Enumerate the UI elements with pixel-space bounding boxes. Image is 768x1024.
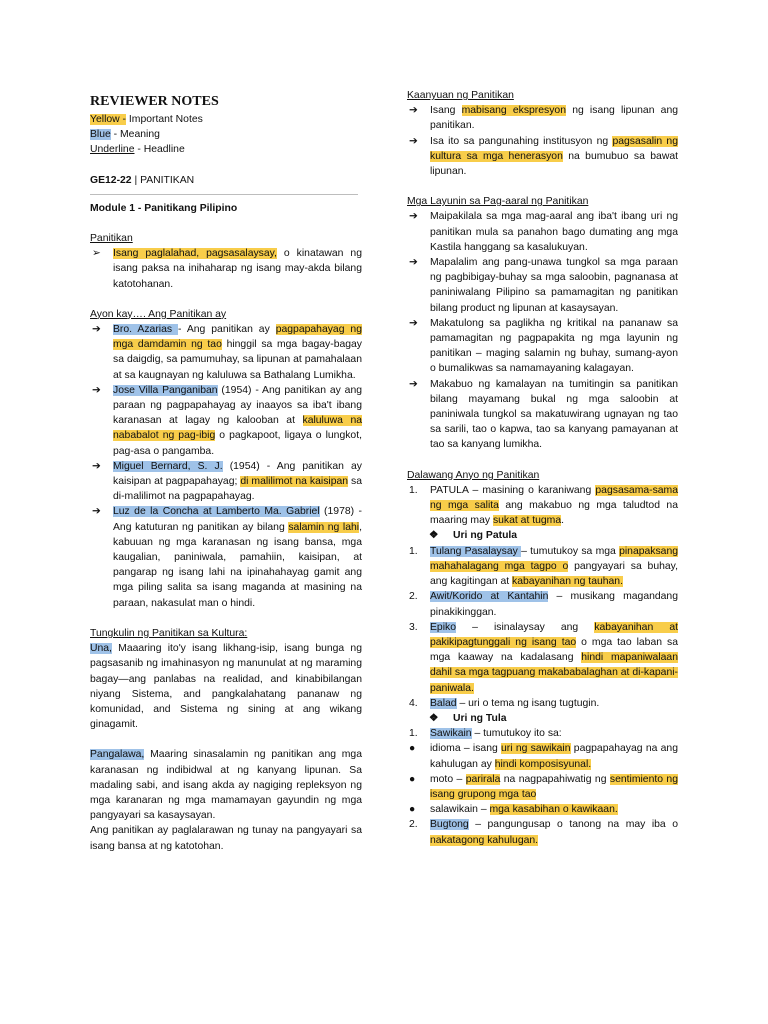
highlight: pinapaksang mahahalagang mga tagpo o	[430, 545, 679, 572]
numbered-item	[407, 589, 678, 619]
item-text: idioma – isang	[430, 743, 502, 755]
list-item	[90, 459, 362, 505]
item-text: o kinatawan ng isang paksa na inihaharap ng isang may-akda bilang katotohanan.	[113, 248, 362, 290]
divider	[90, 194, 358, 195]
numbered-item	[407, 620, 678, 696]
legend-key: Yellow -	[90, 114, 127, 125]
item-text: (1978) - Ang katuturan ng panitikan ay bilang	[113, 506, 362, 533]
term: Bugtong	[430, 819, 469, 831]
item-text: Mapalalim ang pang-unawa tungkol sa mga paraan ng pagbibigay-buhay sa mga saloobin, pagnanasa at paniniwalang Pilipino sa pamamagitan ng panitikan bilang product ng lipunan at kasaysayan.	[430, 257, 678, 314]
highlight: kabayanihan at pakikipagtunggali ng isang tao	[430, 621, 679, 648]
item-text: o mga tao laban sa mga kaaway na kadalasang	[430, 636, 678, 664]
highlight: sentimiento ng isang grupong mga tao	[430, 773, 678, 800]
module-heading: Module 1 - Panitikang Pilipino	[90, 202, 238, 214]
item-text: – uri o tema ng isang tugtugin.	[456, 697, 600, 709]
diamond-bullet-icon: ❖	[429, 530, 439, 542]
numbered-item	[407, 696, 678, 711]
item-text: (1954) - Ang panitikan ay kaisipan at pagpapahayag;	[113, 460, 362, 488]
item-number: 1.	[409, 484, 418, 496]
highlight: pagsasama-sama ng mga salita	[430, 484, 678, 512]
arrow-bullet-icon: ➔	[409, 257, 418, 269]
highlight: nakatagong kahulugan.	[430, 834, 539, 846]
legend-text: - Headline	[134, 144, 185, 156]
item-text: Isang	[430, 105, 462, 117]
term: Balad	[430, 697, 457, 709]
paragraph-text: Maaaring ito'y isang likhang-isip, isang bunga ng pagsasanib ng imahinasyon ng manunulat at ng maraming bagay—ang panlabas na realidad, and kinabibilangan niyang Sistema, and pangkalahatang pananaw ng komunidad, and Sistema ng sining at ang wikang ginagamit.	[90, 643, 362, 731]
item-text: Makatulong sa paglikha ng kritikal na pananaw sa pamamagitan ng pagpapakita ng mga layunin ng panitikan – maging salamin ng buhay, sumang-ayon o bumalikwas sa namamayaning kalagayan.	[430, 317, 678, 375]
legend-blue	[90, 127, 362, 142]
paragraph: Ang panitikan ay paglalarawan ng tunay na pangyayari sa isang bansa at ng katotohan.	[90, 825, 362, 852]
numbered-item	[407, 483, 678, 529]
dot-bullet-icon: ●	[409, 743, 416, 755]
author-name: Luz de la Concha at Lamberto Ma. Gabriel	[113, 506, 320, 518]
bulleted-item	[407, 772, 678, 802]
highlight: uri ng sawikain	[501, 743, 571, 755]
course-code: GE12-22	[90, 174, 132, 186]
list-item	[90, 246, 362, 292]
paragraph-text: Maaring sinasalamin ng panitikan ang mga karanasan ng indibidwal at ng kanyang lipunan. Sa madaling sabi, and isang akda ay nagiging repleksyon ng mga karanaran ng mga mamamayan gayundin ng mga pangyayari sa kasaysayan.	[90, 749, 362, 822]
highlight: hindi mapaniwalaan dahil sa mga tagpuang makababalaghan at di-kapani-paniwala.	[430, 652, 678, 694]
highlight: kaluluwa na nababalot ng pag-ibig	[113, 415, 362, 442]
section-heading-anyo: Dalawang Anyo ng Panitikan	[407, 469, 540, 481]
item-text: Maipakilala sa mga mag-aaral ang iba't ibang uri ng panitikan mula sa panahon bago dumating ang mga Kastila hanggang sa kasalukuyan.	[430, 211, 678, 253]
highlight: Pangalawa,	[90, 749, 145, 761]
arrow-bullet-icon: ➔	[92, 460, 101, 472]
author-name: Jose Villa Panganiban	[113, 384, 218, 396]
item-text: hinggil sa mga bagay-bagay sa daigdig, sa pamumuhay, sa lipunan at pamahalaan at sa kaugnayan ng kaluluwa sa Bathalang Lumikha.	[113, 339, 363, 381]
section-heading-tungkulin: Tungkulin ng Panitikan sa Kultura:	[90, 627, 248, 639]
item-text: o pagkapoot, ligaya o lungkot, pag-asa o pangamba.	[113, 430, 362, 457]
diamond-bullet-icon: ❖	[429, 712, 439, 724]
item-number: 1.	[409, 728, 418, 740]
item-text: ang makabuo ng mga taludtod na maaring may	[430, 500, 678, 527]
bulleted-item	[407, 802, 678, 817]
arrow-bullet-icon: ➔	[409, 135, 418, 147]
item-text: – tumutukoy ito sa:	[471, 728, 562, 740]
bulleted-item	[407, 741, 678, 771]
item-text: Isa ito sa pangunahing institusyon ng	[430, 135, 613, 147]
list-item	[407, 134, 678, 180]
document-title: REVIEWER NOTES	[90, 94, 219, 109]
arrow-bullet-icon: ➔	[409, 378, 418, 390]
highlight: mga kasabihan o kawikaan.	[489, 804, 618, 816]
arrowhead-bullet-icon: ➢	[92, 248, 101, 260]
course-line	[90, 173, 362, 188]
list-item	[90, 504, 362, 610]
arrow-bullet-icon: ➔	[92, 506, 101, 518]
list-item	[407, 316, 678, 377]
numbered-item	[407, 726, 678, 741]
item-text: pagpapahayag na ang kahulugan ay	[430, 743, 678, 770]
highlight: hindi komposisyunal.	[494, 758, 592, 770]
item-text: pangyayari sa buhay, ang kagitingan at	[430, 560, 678, 588]
arrow-bullet-icon: ➔	[409, 105, 418, 117]
legend-text: Important Notes	[126, 114, 203, 125]
item-text: – tumutukoy sa mga	[521, 545, 620, 557]
term: Sawikain	[430, 728, 472, 740]
list-item	[407, 255, 678, 316]
item-text: – pangungusap o tanong na may iba o	[468, 819, 678, 831]
legend-key: Blue	[90, 129, 111, 141]
list-item	[407, 377, 678, 453]
item-text: na bumubuo sa bawat lipunan.	[430, 150, 678, 178]
item-text: - Ang panitikan ay	[178, 324, 276, 336]
arrow-bullet-icon: ➔	[92, 324, 101, 336]
section-heading-layunin: Mga Layunin sa Pag-aaral ng Panitikan	[407, 196, 589, 208]
item-text: salawikain –	[430, 804, 490, 816]
paragraph	[90, 747, 362, 823]
list-item	[90, 322, 362, 383]
highlight: Una,	[90, 643, 112, 655]
item-text: Makabuo ng kamalayan na tumitingin sa panitikan bilang mayamang bukal ng mga saloobin at paniniwala tungkol sa makatuwirang ugnayan ng tao sa sarili, tao o kapwa, tao sa kanyang pamayanan at tao sa kanyang lumikha.	[430, 378, 678, 451]
highlight: mabisang ekspresyon	[461, 105, 566, 117]
item-number: 2.	[409, 819, 418, 831]
highlight: sukat at tugma	[492, 515, 562, 527]
arrow-bullet-icon: ➔	[92, 384, 101, 396]
highlight: di malilimot na kaisipan	[240, 476, 349, 488]
item-text: (1954) - Ang panitikan ay ang paraan ng pagpapahayag ay inaayos sa iba't ibang karanasan at lagay ng kalooban at	[113, 384, 363, 427]
item-text: .	[561, 515, 564, 527]
course-sep: |	[131, 174, 141, 186]
left-column	[90, 88, 362, 854]
item-text: , kabuuan ng mga karanasan ng isang bansa, mga kaugalian, paniniwala, pamahiin, kaisipan, at pangarap ng isang lahi na ipinahahayag gamit ang mga piling salita sa isang maganda at masining na paraan, nakasulat man o hindi.	[113, 521, 362, 609]
numbered-item	[407, 544, 678, 590]
term: Epiko	[430, 621, 456, 633]
right-column	[407, 88, 678, 848]
section-heading-panitikan: Panitikan	[90, 233, 133, 245]
item-text: sa di-malilimot na pagpapahayag.	[113, 476, 362, 503]
list-item	[407, 103, 678, 133]
item-text: ng isang lipunan ang panitikan.	[430, 105, 679, 132]
arrow-bullet-icon: ➔	[409, 317, 418, 329]
highlight: salamin ng lahi	[288, 521, 360, 533]
item-text: PATULA – masining o karaniwang	[430, 484, 596, 496]
list-item	[407, 209, 678, 255]
legend-key: Underline	[90, 144, 135, 156]
item-text: moto –	[430, 773, 466, 785]
highlight: kabayanihan ng tauhan.	[512, 576, 623, 588]
term: Tulang Pasalaysay	[430, 545, 522, 557]
author-name: Bro. Azarias	[113, 324, 179, 336]
highlight: pagsasalin ng kultura sa mga henerasyon	[430, 135, 678, 162]
dot-bullet-icon: ●	[409, 773, 416, 785]
paragraph	[90, 641, 362, 732]
course-name: PANITIKAN	[140, 174, 195, 186]
subheading-text: Uri ng Patula	[453, 530, 518, 542]
highlight: pagpapahayag ng mga damdamin ng tao	[113, 324, 362, 351]
arrow-bullet-icon: ➔	[409, 211, 418, 223]
term: Awit/Korido at Kantahin	[430, 591, 549, 603]
legend-underline	[90, 142, 362, 157]
list-item	[90, 383, 362, 459]
item-number: 3.	[409, 621, 418, 633]
highlight: Isang paglalahad, pagsasalaysay,	[113, 248, 277, 260]
item-number: 4.	[409, 697, 418, 709]
section-heading-ayon: Ayon kay…. Ang Panitikan ay	[90, 308, 227, 320]
dot-bullet-icon: ●	[409, 804, 416, 816]
item-text: na nagpapahiwatig ng	[500, 773, 610, 785]
subheading-text: Uri ng Tula	[453, 712, 507, 724]
item-number: 1.	[409, 545, 418, 557]
section-heading-kaanyuan: Kaanyuan ng Panitikan	[407, 90, 514, 101]
subheading-uri-tula	[407, 711, 678, 726]
legend-text: - Meaning	[110, 129, 160, 141]
item-text: – musikang magandang pinakikinggan.	[430, 591, 678, 618]
item-text: – isinalaysay ang	[456, 621, 595, 633]
numbered-item	[407, 817, 678, 847]
item-number: 2.	[409, 591, 418, 603]
highlight: parirala	[465, 773, 501, 785]
subheading-uri-patula	[407, 528, 678, 543]
author-name: Miguel Bernard, S. J.	[113, 460, 223, 472]
legend-yellow	[90, 112, 362, 127]
